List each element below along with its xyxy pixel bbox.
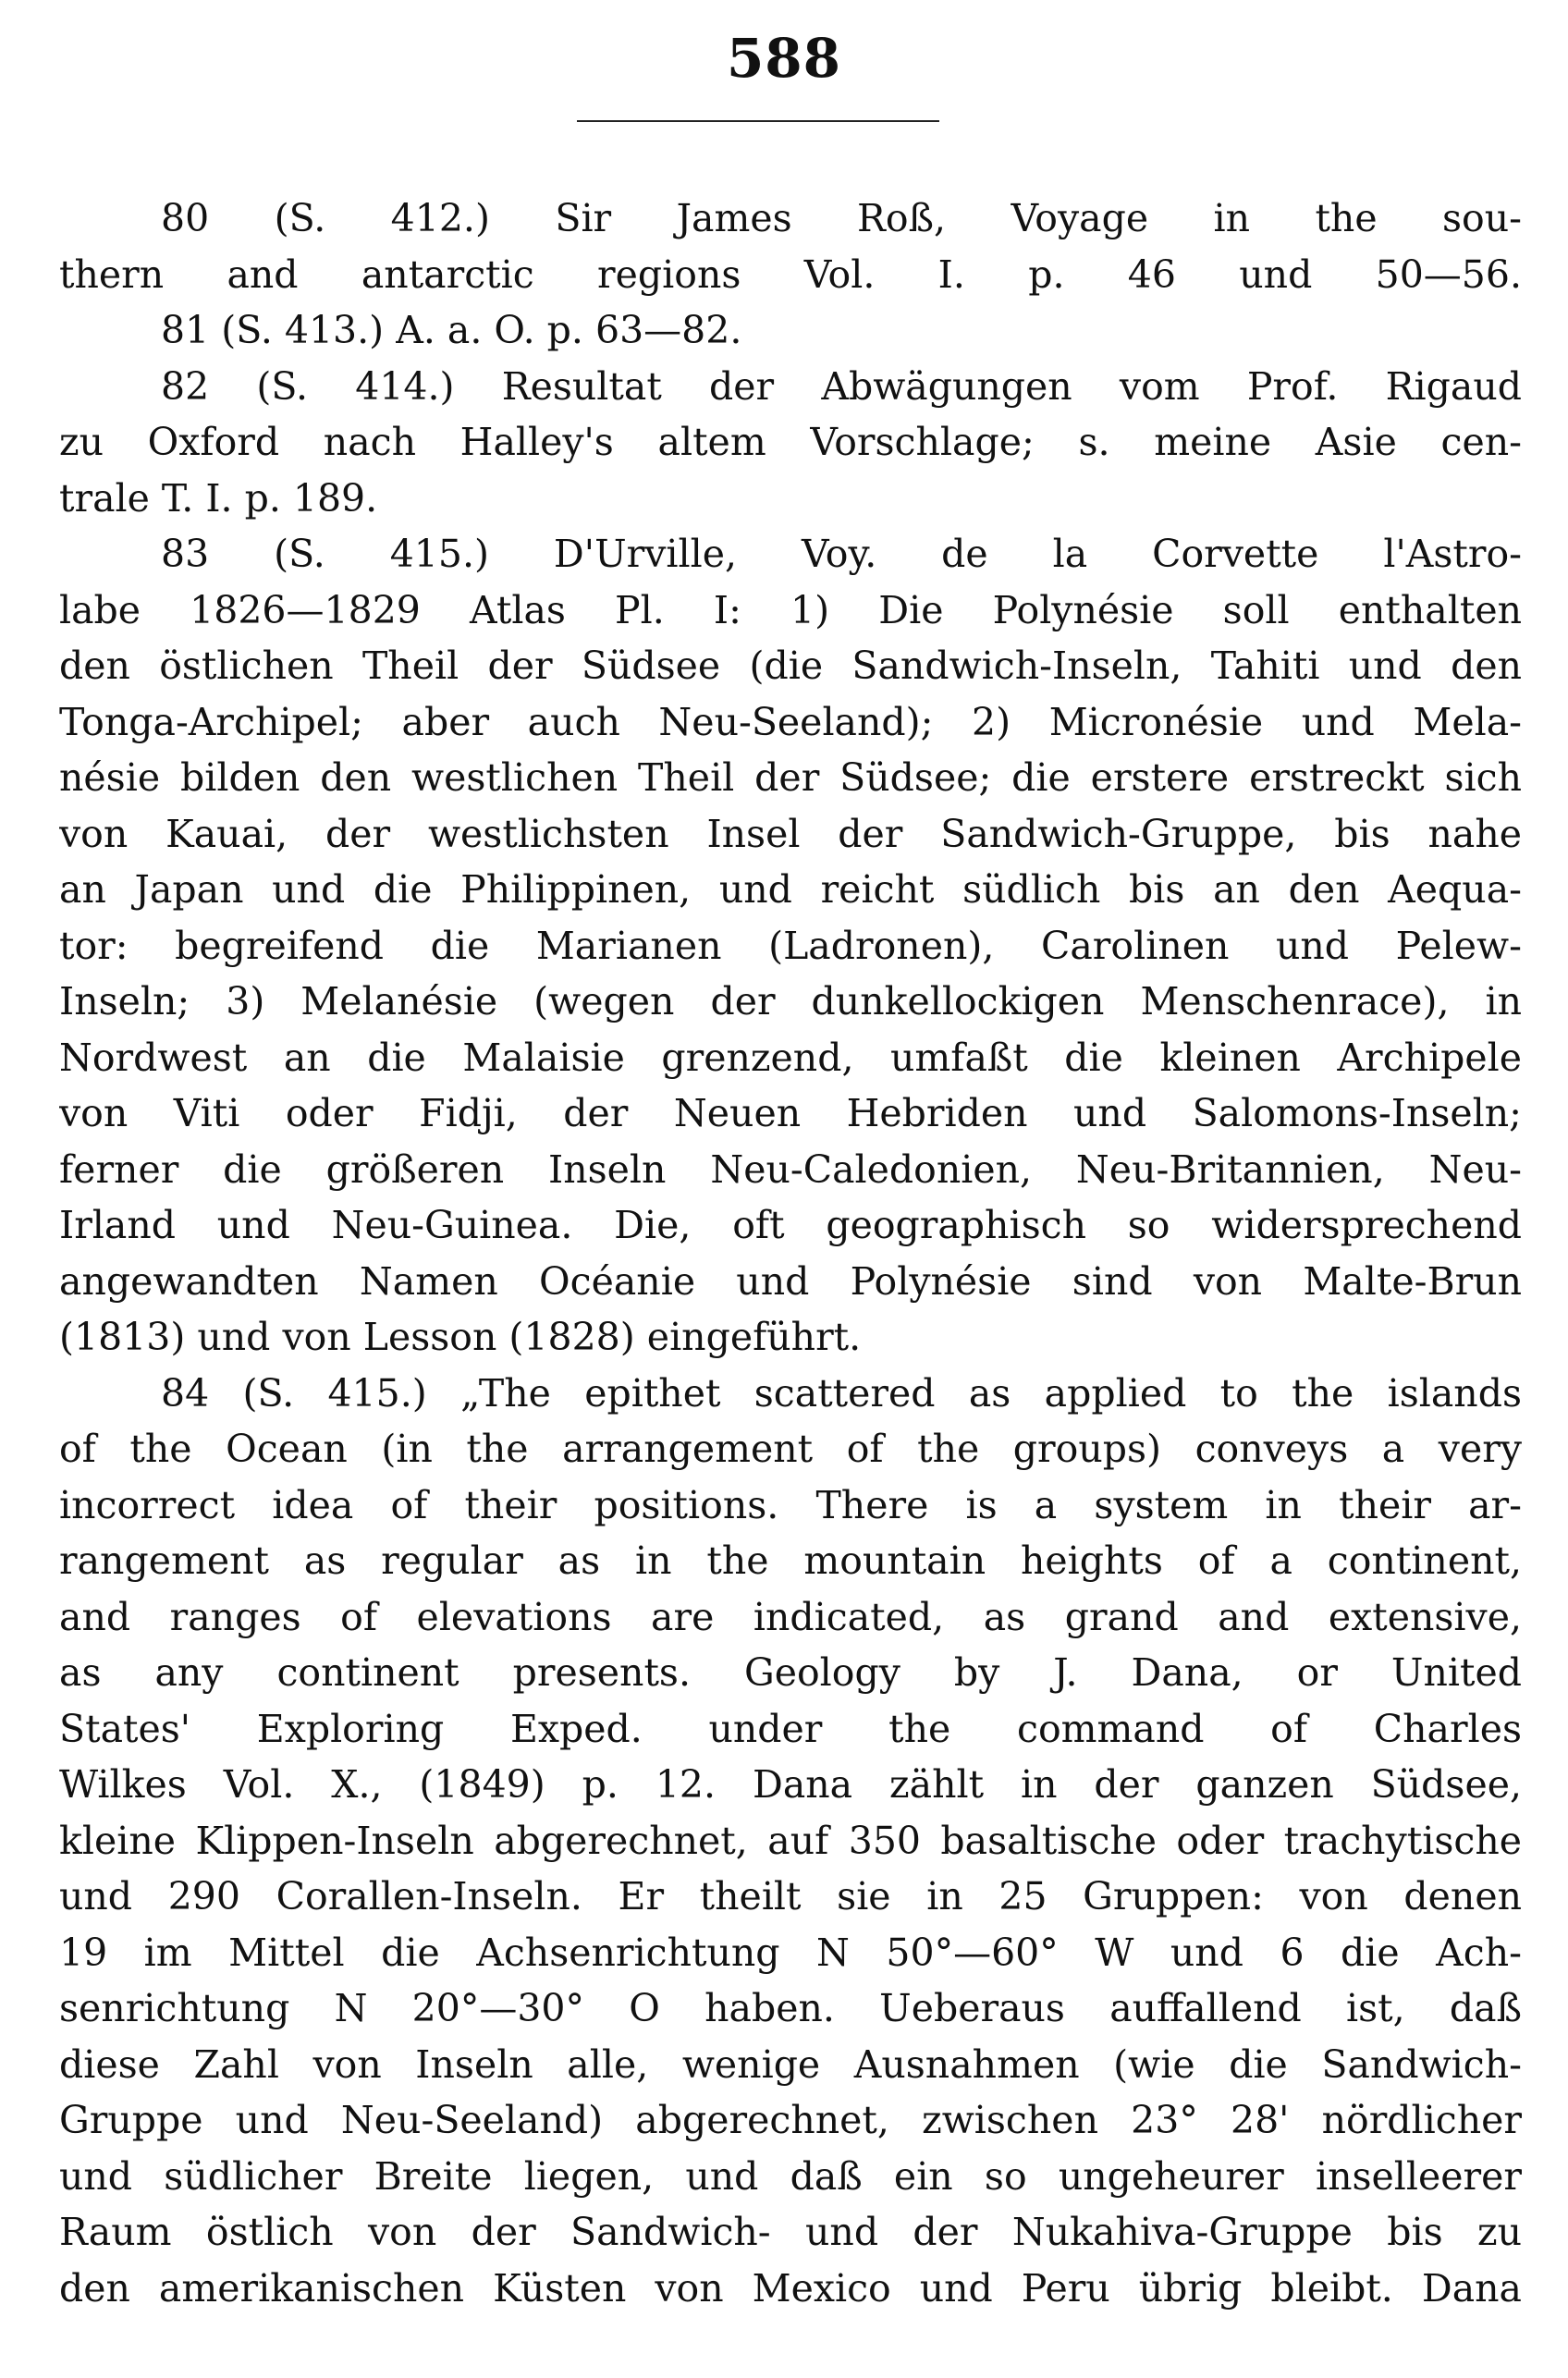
text-line: thern and antarctic regions Vol. I. p. 46 und 50—56. bbox=[59, 251, 1522, 297]
text-line: ferner die größeren Inseln Neu-Caledonien, Neu-Britannien, Neu- bbox=[59, 1146, 1522, 1192]
text-line: 19 im Mittel die Achsenrichtung N 50°—60° W und 6 die Ach- bbox=[59, 1930, 1522, 1975]
text-line: Nordwest an die Malaisie grenzend, umfaßt die kleinen Archipele bbox=[59, 1035, 1522, 1080]
text-line: Inseln; 3) Melanésie (wegen der dunkellockigen Menschenrace), in bbox=[59, 979, 1522, 1024]
text-line: tor: begreifend die Marianen (Ladronen), Carolinen und Pelew- bbox=[59, 923, 1522, 968]
footnotes-body bbox=[59, 190, 1522, 2316]
text-line: Raum östlich von der Sandwich- und der Nukahiva-Gruppe bis zu bbox=[59, 2210, 1522, 2254]
page-number: 588 bbox=[726, 27, 842, 90]
text-line: 82 (S. 414.) Resultat der Abwägungen vom Prof. Rigaud bbox=[161, 363, 1522, 409]
text-line: of the Ocean (in the arrangement of the groups) conveys a very bbox=[59, 1427, 1522, 1471]
text-line: den amerikanischen Küsten von Mexico und Peru übrig bleibt. Dana bbox=[59, 2265, 1522, 2311]
text-line: und 290 Corallen-Inseln. Er theilt sie in 25 Gruppen: von denen bbox=[59, 1874, 1522, 1918]
text-line: und südlicher Breite liegen, und daß ein so ungeheurer inselleerer bbox=[59, 2153, 1522, 2199]
text-line: incorrect idea of their positions. There is a system in their ar- bbox=[59, 1482, 1522, 1527]
text-line: Gruppe und Neu-Seeland) abgerechnet, zwischen 23° 28' nördlicher bbox=[59, 2098, 1522, 2142]
text-line: angewandten Namen Océanie und Polynésie sind von Malte-Brun bbox=[59, 1258, 1522, 1304]
text-line: den östlichen Theil der Südsee (die Sandwich-Inseln, Tahiti und den bbox=[59, 644, 1522, 688]
text-line: von Viti oder Fidji, der Neuen Hebriden und Salomons-Inseln; bbox=[59, 1091, 1522, 1135]
text-line: diese Zahl von Inseln alle, wenige Ausnahmen (wie die Sandwich- bbox=[59, 2041, 1522, 2087]
text-line: 81 (S. 413.) A. a. O. p. 63—82. bbox=[161, 308, 742, 352]
text-line: von Kauai, der westlichsten Insel der Sandwich-Gruppe, bis nahe bbox=[59, 811, 1522, 856]
text-line: and ranges of elevations are indicated, as grand and extensive, bbox=[59, 1594, 1522, 1639]
text-line: kleine Klippen-Inseln abgerechnet, auf 350 basaltische oder trachytische bbox=[59, 1818, 1522, 1863]
text-line: nésie bilden den westlichen Theil der Südsee; die erstere erstreckt sich bbox=[59, 755, 1522, 800]
text-line: an Japan und die Philippinen, und reicht südlich bis an den Aequa- bbox=[59, 867, 1522, 912]
text-line: zu Oxford nach Halley's altem Vorschlage; s. meine Asie cen- bbox=[59, 420, 1522, 464]
text-line: Wilkes Vol. X., (1849) p. 12. Dana zählt in der ganzen Südsee, bbox=[59, 1762, 1522, 1807]
text-line: 80 (S. 412.) Sir James Roß, Voyage in the sou- bbox=[161, 196, 1522, 240]
text-line: senrichtung N 20°—30° O haben. Ueberaus auffallend ist, daß bbox=[59, 1986, 1522, 2030]
text-line: trale T. I. p. 189. bbox=[59, 475, 378, 521]
text-line: as any continent presents. Geology by J. Dana, or United bbox=[59, 1650, 1522, 1695]
text-line: Tonga-Archipel; aber auch Neu-Seeland); 2) Micronésie und Mela- bbox=[59, 699, 1522, 744]
text-line: (1813) und von Lesson (1828) eingeführt. bbox=[59, 1315, 862, 1359]
text-line: States' Exploring Exped. under the command of Charles bbox=[59, 1706, 1522, 1751]
text-line: 84 (S. 415.) „The epithet scattered as applied to the islands bbox=[161, 1370, 1522, 1416]
text-line: 83 (S. 415.) D'Urville, Voy. de la Corvette l'Astro- bbox=[161, 532, 1522, 576]
text-line: rangement as regular as in the mountain heights of a continent, bbox=[59, 1538, 1522, 1583]
text-line: Irland und Neu-Guinea. Die, oft geographisch so widersprechend bbox=[59, 1203, 1522, 1247]
text-line: labe 1826—1829 Atlas Pl. I: 1) Die Polynésie soll enthalten bbox=[59, 587, 1522, 632]
header-rule bbox=[577, 120, 939, 122]
